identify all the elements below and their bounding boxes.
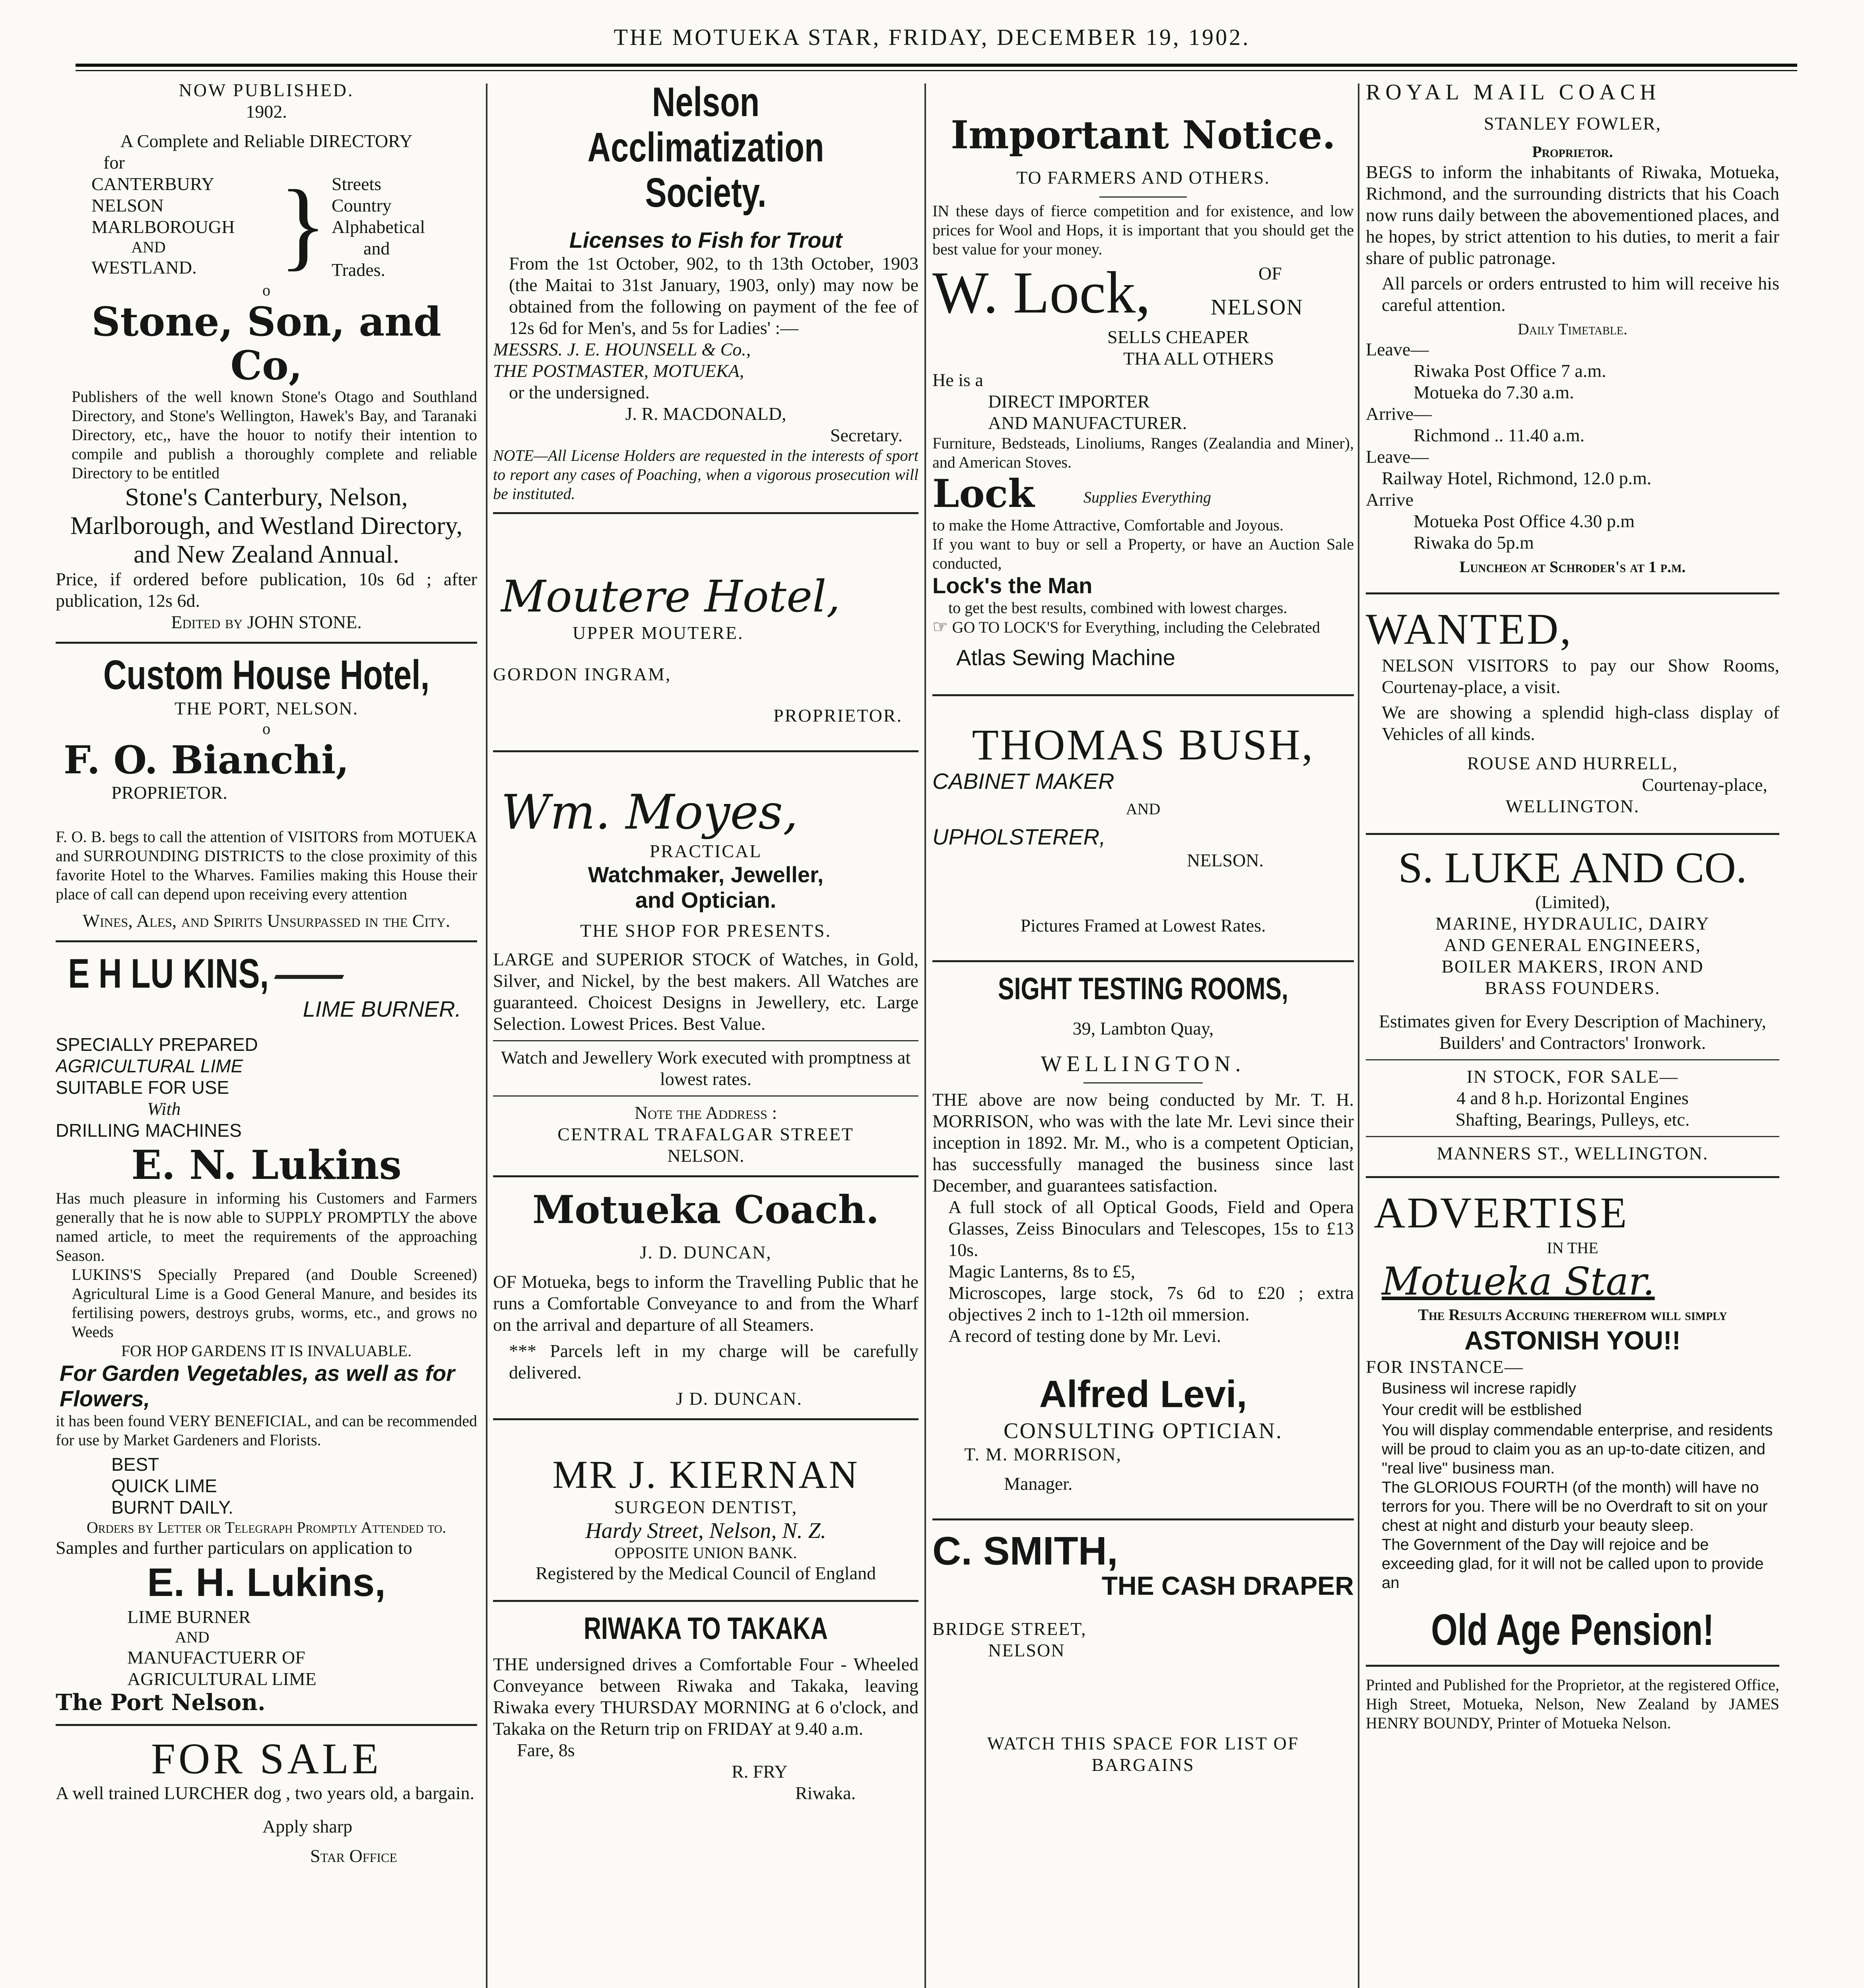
advertise-pension: Old Age Pension!	[1431, 1606, 1714, 1654]
riwaka-body: THE undersigned drives a Comfortable Four - Wheeled Conveyance between Riwaka and Takaka, leaving Riwaka every THURSDAY MORNING at 6 o'clock, and Takaka on the Return trip on FRIDAY at 9.40 a.m.	[493, 1654, 918, 1739]
timetable-entry: Railway Hotel, Richmond, 12.0 p.m.	[1382, 468, 1652, 488]
hotel-footer: Wines, Ales, and Spirits Unsurpassed in the City.	[82, 911, 450, 931]
lukins-orders: Orders by Letter or Telegraph Promptly Attended to.	[86, 1518, 447, 1536]
divider	[1366, 1136, 1779, 1137]
proprietor-name: F. O. Bianchi,	[64, 738, 349, 782]
moyes-shop: THE SHOP FOR PRESENTS.	[580, 920, 831, 941]
lock-man: Lock's the Man	[932, 573, 1093, 598]
lukins-title-text: E H LU KINS,	[68, 951, 269, 997]
sight-body: A full stock of all Optical Goods, Field and Opera Glasses, Zeiss Binoculars and Telescopes, 15s to £13 10s.	[948, 1197, 1354, 1260]
divider	[493, 750, 918, 752]
bush-role: UPHOLSTERER,	[932, 824, 1106, 849]
divider	[56, 642, 477, 644]
advertise-item: The GLORIOUS FOURTH (of the month) will have no terrors for you. There will be no Overdraft to sit on your chest at night and disturb your beauty sleep.	[1382, 1479, 1768, 1534]
lukins-samples: Samples and further particulars on application to	[56, 1538, 412, 1558]
lock-sells: SELLS CHEAPER	[1107, 327, 1249, 347]
advertise-ad	[1366, 1187, 1779, 1656]
masthead-rule	[76, 64, 1797, 67]
advertise-item: You will display commendable enterprise, and residents will be proud to claim you as an up-to-date citizen, and "real live" business man.	[1382, 1421, 1773, 1477]
luke-line: AND GENERAL ENGINEERS,	[1444, 935, 1701, 955]
lock-ifyou: If you want to buy or sell a Property, or have an Auction Sale conducted,	[932, 535, 1354, 572]
moutere-title: Moutere Hotel,	[501, 571, 841, 622]
lukins-and: AND	[175, 1628, 210, 1646]
column-divider	[924, 83, 926, 1988]
column-divider	[1358, 83, 1359, 1988]
divider	[493, 1095, 918, 1097]
sight-title: SIGHT TESTING ROOMS,	[998, 971, 1289, 1006]
timetable-label: Arrive	[1366, 489, 1414, 510]
lock-goto	[932, 617, 1354, 637]
moyes-practical: PRACTICAL	[649, 841, 762, 861]
lukins-body: LUKINS'S Specially Prepared (and Double Screened) Agricultural Lime is a Good General Manure, and besides its fertilising powers, destroys grubs, worms, etc., and grows no Weeds	[72, 1266, 477, 1341]
directory-year: 1902.	[246, 101, 287, 122]
lukins-hop: FOR HOP GARDENS IT IS INVALUABLE.	[121, 1342, 412, 1360]
lukins-line: SUITABLE FOR USE	[56, 1077, 229, 1098]
lock-importer: DIRECT IMPORTER	[988, 391, 1150, 412]
directory-editor: Edited by JOHN STONE.	[171, 612, 362, 632]
directory-coverage	[56, 170, 477, 281]
brace-glyph: }	[279, 170, 327, 280]
lock-name: W. Lock,	[932, 260, 1151, 326]
moutere-role: PROPRIETOR.	[773, 705, 903, 726]
luke-estimates: Estimates given for Every Description of Machinery, Builders' and Contractors' Ironwork.	[1379, 1011, 1767, 1053]
for-sale-ad	[56, 1735, 477, 1867]
notice-body: IN these days of fierce competition and for existence, and low prices for Wool and Hops, it is important that you should get the best value for your money.	[932, 202, 1354, 258]
lock-manufacturer: AND MANUFACTURER.	[988, 413, 1187, 433]
riwaka-sign: R. FRY	[732, 1761, 788, 1782]
directory-intro: A Complete and Reliable DIRECTORY	[120, 131, 413, 151]
column-4	[1366, 80, 1779, 1988]
section-item: and	[363, 238, 390, 258]
masthead-rule-thin	[76, 70, 1797, 71]
sight-body: Magic Lanterns, 8s to £5,	[948, 1261, 1136, 1281]
kiernan-title: MR J. KIERNAN	[552, 1452, 859, 1497]
notice-title: Important Notice.	[951, 113, 1336, 157]
royal-lunch: Luncheon at Schroder's at 1 p.m.	[1459, 558, 1686, 576]
proprietor-role: PROPRIETOR.	[111, 782, 227, 803]
moutere-owner: GORDON INGRAM,	[493, 664, 672, 684]
wanted-body: We are showing a splendid high-class display of Vehicles of all kinds.	[1382, 702, 1779, 744]
for-sale-apply: Apply sharp	[262, 1816, 353, 1837]
advertise-paper: Motueka Star.	[1382, 1259, 1655, 1304]
divider	[493, 512, 918, 514]
sight-manager-role: Manager.	[1004, 1474, 1073, 1494]
thomas-bush-ad	[932, 705, 1354, 936]
kiernan-opp: OPPOSITE UNION BANK.	[614, 1544, 797, 1562]
sight-body: A record of testing done by Mr. Levi.	[948, 1326, 1221, 1346]
timetable-label: Leave—	[1366, 339, 1429, 359]
wanted-body: NELSON VISITORS to pay our Show Rooms, Courtenay-place, a visit.	[1382, 655, 1779, 697]
wanted-firm: ROUSE AND HURRELL,	[1467, 753, 1678, 773]
lukins-body: Has much pleasure in informing his Customers and Farmers generally that he is now able to SUPPLY PROMPTLY the above named article, to meet the requirements of the approaching Season.	[56, 1189, 477, 1264]
moyes-body: LARGE and SUPERIOR STOCK of Watches, in Gold, Silver, and Nickel, by the best makers. All Watches are guaranteed. Choicest Designs in Jewellery, etc. Large Selection. Lowest Prices. Best Value.	[493, 949, 918, 1034]
pointing-hand-icon: ☞	[932, 617, 948, 637]
directory-title: Stone's Canterbury, Nelson, Marlborough, and Westland Directory, and New Zealand Annual.	[70, 483, 463, 568]
riwaka-place: Riwaka.	[795, 1783, 856, 1803]
riwaka-ad	[493, 1611, 918, 1804]
moyes-ad	[493, 761, 918, 1167]
divider	[932, 960, 1354, 962]
lock-of: OF	[1258, 263, 1282, 283]
column-3	[932, 80, 1354, 1988]
divider	[493, 1600, 918, 1602]
luke-line: BOILER MAKERS, IRON AND	[1441, 956, 1704, 977]
bush-place: NELSON.	[1187, 850, 1264, 870]
lukins-line: SPECIALLY PREPARED	[56, 1034, 258, 1055]
smith-address: NELSON	[988, 1640, 1065, 1660]
acclim-sub: Licenses to Fish for Trout	[569, 227, 843, 252]
advertise-title: ADVERTISE	[1374, 1188, 1629, 1237]
divider	[1083, 1082, 1203, 1083]
coach-sign: J D. DUNCAN.	[676, 1388, 802, 1409]
advertise-item: The Government of the Day will rejoice and be exceeding glad, for it will not be called upon to provide an	[1382, 1536, 1764, 1592]
region-item: NELSON	[91, 195, 164, 215]
custom-house-ad	[56, 652, 477, 932]
firm-name: Stone, Son, and Co,	[91, 298, 441, 389]
now-published: NOW PUBLISHED.	[179, 80, 354, 100]
divider	[56, 1724, 477, 1726]
region-item: WESTLAND.	[91, 257, 197, 278]
bush-role: CABINET MAKER	[932, 769, 1115, 794]
timetable-label: Arrive—	[1366, 404, 1432, 424]
lukins-line: DRILLING MACHINES	[56, 1120, 242, 1141]
advertise-instance: FOR INSTANCE—	[1366, 1357, 1524, 1377]
notice-to: TO FARMERS AND OTHERS.	[1016, 167, 1270, 188]
lukins-name: E. N. Lukins	[131, 1142, 402, 1188]
advertise-results: The Results Accruing therefrom will simply	[1418, 1306, 1727, 1324]
lukins-line: With	[147, 1099, 181, 1119]
column-divider	[486, 83, 487, 1988]
for-sale-office: Star Office	[310, 1846, 397, 1866]
lock-results: to get the best results, combined with lowest charges.	[948, 599, 1287, 617]
directory-price: Price, if ordered before publication, 10s 6d ; after publication, 12s 6d.	[56, 569, 477, 611]
s-luke-ad	[1366, 844, 1779, 1164]
moyes-trade: and Optician.	[635, 887, 777, 912]
moutere-ad	[493, 523, 918, 726]
royal-mail-coach-ad	[1366, 80, 1779, 577]
for-sale-body: A well trained LURCHER dog , two years old, a bargain.	[56, 1783, 475, 1803]
lukins-best: BEST	[111, 1454, 159, 1475]
sight-manager: T. M. MORRISON,	[964, 1444, 1122, 1464]
luke-title: S. LUKE AND CO.	[1398, 843, 1747, 892]
imprint: Printed and Published for the Proprietor, at the registered Office, High Street, Motueka, Nelson, New Zealand by JAMES HENRY BOUNDY, Printer of Motueka Nelson.	[1366, 1676, 1779, 1732]
moyes-title: Wm. Moyes,	[501, 785, 798, 840]
timetable-entry: Motueka Post Office 4.30 p.m	[1414, 511, 1635, 531]
wanted-ad	[1366, 603, 1779, 817]
timetable-entry: Riwaka Post Office 7 a.m.	[1414, 361, 1606, 381]
royal-parcels: All parcels or orders entrusted to him will receive his careful attention.	[1382, 273, 1779, 315]
kiernan-address: Hardy Street, Nelson, N. Z.	[585, 1518, 826, 1543]
coach-title: Motueka Coach.	[532, 1187, 879, 1232]
separator: o	[262, 720, 270, 738]
moyes-address: CENTRAL TRAFALGAR STREET	[557, 1124, 854, 1144]
bush-pictures: Pictures Framed at Lowest Rates.	[1020, 915, 1266, 936]
moyes-address: NELSON.	[667, 1145, 744, 1166]
smith-address: BRIDGE STREET,	[932, 1619, 1087, 1639]
riwaka-fare: Fare, 8s	[517, 1740, 575, 1760]
cash-draper-ad	[932, 1529, 1354, 1776]
lukins-role-2: LIME BURNER	[127, 1607, 251, 1627]
divider	[932, 1518, 1354, 1520]
sight-body: Microscopes, large stock, 7s 6d to £20 ; extra objectives 2 inch to 1-12th oil mmersion.	[948, 1283, 1354, 1324]
sight-testing-ad	[932, 971, 1354, 1495]
smith-title: C. SMITH,	[932, 1529, 1118, 1573]
divider	[1099, 196, 1187, 198]
wanted-title: WANTED,	[1366, 605, 1573, 653]
acclim-note: NOTE—All License Holders are requested in the interests of sport to report any cases of Poaching, when a vigorous prosecution will be instituted.	[493, 447, 918, 503]
coach-body: OF Motueka, begs to inform the Travelling Public that he runs a Comfortable Conveyance to and from the Wharf on the arrival and departure of all Steamers.	[493, 1272, 918, 1335]
lock-heis: He is a	[932, 370, 983, 390]
acclimatization-ad	[493, 80, 918, 503]
lukins-garden-head: For Garden Vegetables, as well as for Flowers,	[60, 1361, 455, 1411]
bush-and: AND	[1126, 800, 1161, 818]
advertise-astonish: ASTONISH YOU!!	[1464, 1326, 1681, 1355]
section-item: Streets	[332, 174, 382, 194]
luke-line: MARINE, HYDRAULIC, DAIRY	[1435, 913, 1710, 934]
lukins-best: QUICK LIME	[111, 1475, 217, 1496]
acclim-title: Nelson Acclimatization	[587, 80, 824, 171]
coach-owner: J. D. DUNCAN,	[640, 1242, 772, 1262]
section-item: Country	[332, 195, 392, 215]
firm-body: Publishers of the well known Stone's Otago and Southland Directory, and Stone's Wellington, Hawek's Bay, and Taranaki Directory, etc,, have the houor to notify their intention to compile and publish a thoroughly complete and reliable Directory to be entitled	[72, 388, 477, 482]
lukins-role: LIME BURNER.	[303, 996, 461, 1021]
luke-engines: 4 and 8 h.p. Horizontal Engines	[1456, 1088, 1689, 1108]
for-sale-title: FOR SALE	[151, 1734, 382, 1783]
lukins-name-2: E. H. Lukins,	[147, 1560, 386, 1605]
separator: o	[262, 281, 270, 299]
divider	[493, 1040, 918, 1041]
sight-body: THE above are now being conducted by Mr. T. H. MORRISON, who was with the late Mr. Levi since their inception in 1892. Mr. M., who is a competent Optician, has successfully managed the business since last December, and guarantees satisfaction.	[932, 1089, 1354, 1196]
important-notice-ad	[932, 80, 1354, 670]
lock2-block	[932, 472, 1354, 516]
acclim-agents: THE POSTMASTER, MOTUEKA,	[493, 361, 744, 381]
acclim-agents: or the undersigned.	[509, 382, 650, 402]
lukins-role-3: MANUFACTUERR OF	[127, 1647, 305, 1668]
divider	[1366, 1665, 1779, 1667]
divider	[1366, 592, 1779, 594]
sight-role: CONSULTING OPTICIAN.	[1004, 1419, 1283, 1443]
sight-city: WELLINGTON.	[1041, 1052, 1246, 1076]
directory-for: for	[103, 152, 125, 173]
timetable-entry: Richmond .. 11.40 a.m.	[1414, 425, 1585, 445]
lock-atlas: Atlas Sewing Machine	[956, 645, 1175, 670]
kiernan-role: SURGEON DENTIST,	[614, 1497, 798, 1517]
motueka-coach-ad	[493, 1186, 918, 1409]
lukins-line: AGRICULTURAL LIME	[56, 1056, 243, 1076]
riwaka-title: RIWAKA TO TAKAKA	[583, 1611, 828, 1646]
lock-nelson: NELSON	[1211, 295, 1303, 320]
advertise-inthe: IN THE	[1547, 1239, 1598, 1257]
lukins-role-4: AGRICULTURAL LIME	[127, 1669, 316, 1689]
divider	[493, 1418, 918, 1420]
hotel-place: THE PORT, NELSON.	[174, 698, 359, 718]
divider	[932, 694, 1354, 696]
moyes-note: Note the Address :	[634, 1103, 777, 1123]
moyes-trade: Watchmaker, Jeweller,	[588, 862, 824, 887]
lukins-title	[56, 951, 384, 996]
sight-name: Alfred Levi,	[1039, 1373, 1247, 1415]
lukins-best: BURNT DAILY.	[111, 1497, 233, 1518]
divider	[1366, 1059, 1779, 1060]
royal-body: BEGS to inform the inhabitants of Riwaka, Motueka, Richmond, and the surrounding districts that his Coach now runs daily between the abovementioned places, and he hopes, by strict attention to his duties, to merit a fair share of public patronage.	[1366, 162, 1779, 268]
hotel-title: Custom House Hotel,	[103, 652, 430, 698]
kiernan-ad	[493, 1429, 918, 1584]
luke-line: BRASS FOUNDERS.	[1485, 978, 1660, 998]
moutere-place: UPPER MOUTERE.	[573, 623, 744, 643]
timetable-label: Leave—	[1366, 447, 1429, 467]
royal-title: ROYAL MAIL COACH	[1366, 80, 1661, 105]
luke-ltd: (Limited),	[1535, 892, 1610, 912]
wanted-city: WELLINGTON.	[1505, 796, 1640, 816]
timetable-entry: Motueka do 7.30 a.m.	[1414, 382, 1574, 402]
luke-address: MANNERS ST., WELLINGTON.	[1437, 1143, 1709, 1163]
advertise-item: Your credit will be estblished	[1382, 1401, 1582, 1419]
luke-stock: IN STOCK, FOR SALE—	[1466, 1066, 1679, 1087]
royal-role: Proprietor.	[1532, 143, 1613, 161]
lukins-ad	[56, 951, 477, 1715]
lock-goto-text: GO TO LOCK'S for Everything, including the Celebrated	[952, 618, 1320, 636]
lock-sells: THA ALL OTHERS	[1123, 348, 1274, 369]
region-item: MARLBOROUGH	[91, 217, 235, 237]
acclim-body: From the 1st October, 902, to th 13th October, 1903 (the Maitai to 31st January, 1903, only) may now be obtained from the following on payment of the fee of 12s 6d for Men's, and 5s for Ladies' :—	[509, 253, 918, 338]
region-item: CANTERBURY	[91, 174, 215, 194]
masthead: THE MOTUEKA STAR, FRIDAY, DECEMBER 19, 1902.	[614, 24, 1250, 50]
section-item: Alphabetical	[332, 217, 425, 237]
luke-engines: Shafting, Bearings, Pulleys, etc.	[1455, 1109, 1690, 1130]
lock-furniture: Furniture, Bedsteads, Linoliums, Ranges (Zealandia and Miner), and American Stoves.	[932, 434, 1354, 471]
lukins-port: The Port Nelson.	[56, 1689, 266, 1716]
sight-address: 39, Lambton Quay,	[1072, 1018, 1214, 1039]
royal-owner: STANLEY FOWLER,	[1483, 113, 1662, 134]
column-1	[56, 80, 477, 1988]
divider	[1366, 1176, 1779, 1178]
acclim-sign-role: Secretary.	[830, 425, 903, 445]
smith-sub: THE CASH DRAPER	[1101, 1571, 1354, 1600]
kiernan-reg: Registered by the Medical Council of England	[536, 1563, 876, 1583]
lock-make: to make the Home Attractive, Comfortable and Joyous.	[932, 516, 1284, 534]
smith-watch: WATCH THIS SPACE FOR LIST OF BARGAINS	[987, 1733, 1299, 1775]
coach-parcels: *** Parcels left in my charge will be carefully delivered.	[509, 1341, 918, 1382]
lock2-supplies: Supplies Everything	[1083, 488, 1212, 506]
hotel-body: F. O. B. begs to call the attention of VISITORS from MOTUEKA and SURROUNDING DISTRICTS to the close proximity of this favorite Hotel to the Wharves. Families making this House their place of call can depend upon receiving every attention	[56, 828, 477, 903]
directory-ad	[56, 80, 477, 633]
section-item: Trades.	[332, 260, 386, 280]
lock2-title: Lock	[932, 471, 1035, 516]
advertise-item: Business wil increse rapidly	[1382, 1380, 1577, 1397]
acclim-agents: MESSRS. J. E. HOUNSELL & Co.,	[493, 339, 751, 359]
column-2	[493, 80, 918, 1988]
acclim-title: Society.	[645, 170, 767, 216]
timetable-entry: Riwaka do 5p.m	[1414, 532, 1534, 553]
bush-title: THOMAS BUSH,	[972, 720, 1315, 769]
divider	[493, 1175, 918, 1177]
decorative-rule	[274, 975, 344, 979]
lock-name-block	[932, 259, 1354, 326]
divider	[56, 940, 477, 942]
royal-timetable: Daily Timetable.	[1518, 320, 1627, 338]
divider	[1366, 833, 1779, 835]
wanted-address: Courtenay-place,	[1642, 775, 1767, 795]
acclim-sign: J. R. MACDONALD,	[625, 404, 786, 424]
moyes-repair: Watch and Jewellery Work executed with promptness at lowest rates.	[501, 1047, 911, 1089]
lukins-garden-body: it has been found VERY BENEFICIAL, and can be recommended for use by Market Gardeners and Florists.	[56, 1412, 477, 1449]
region-item: AND	[131, 238, 166, 256]
